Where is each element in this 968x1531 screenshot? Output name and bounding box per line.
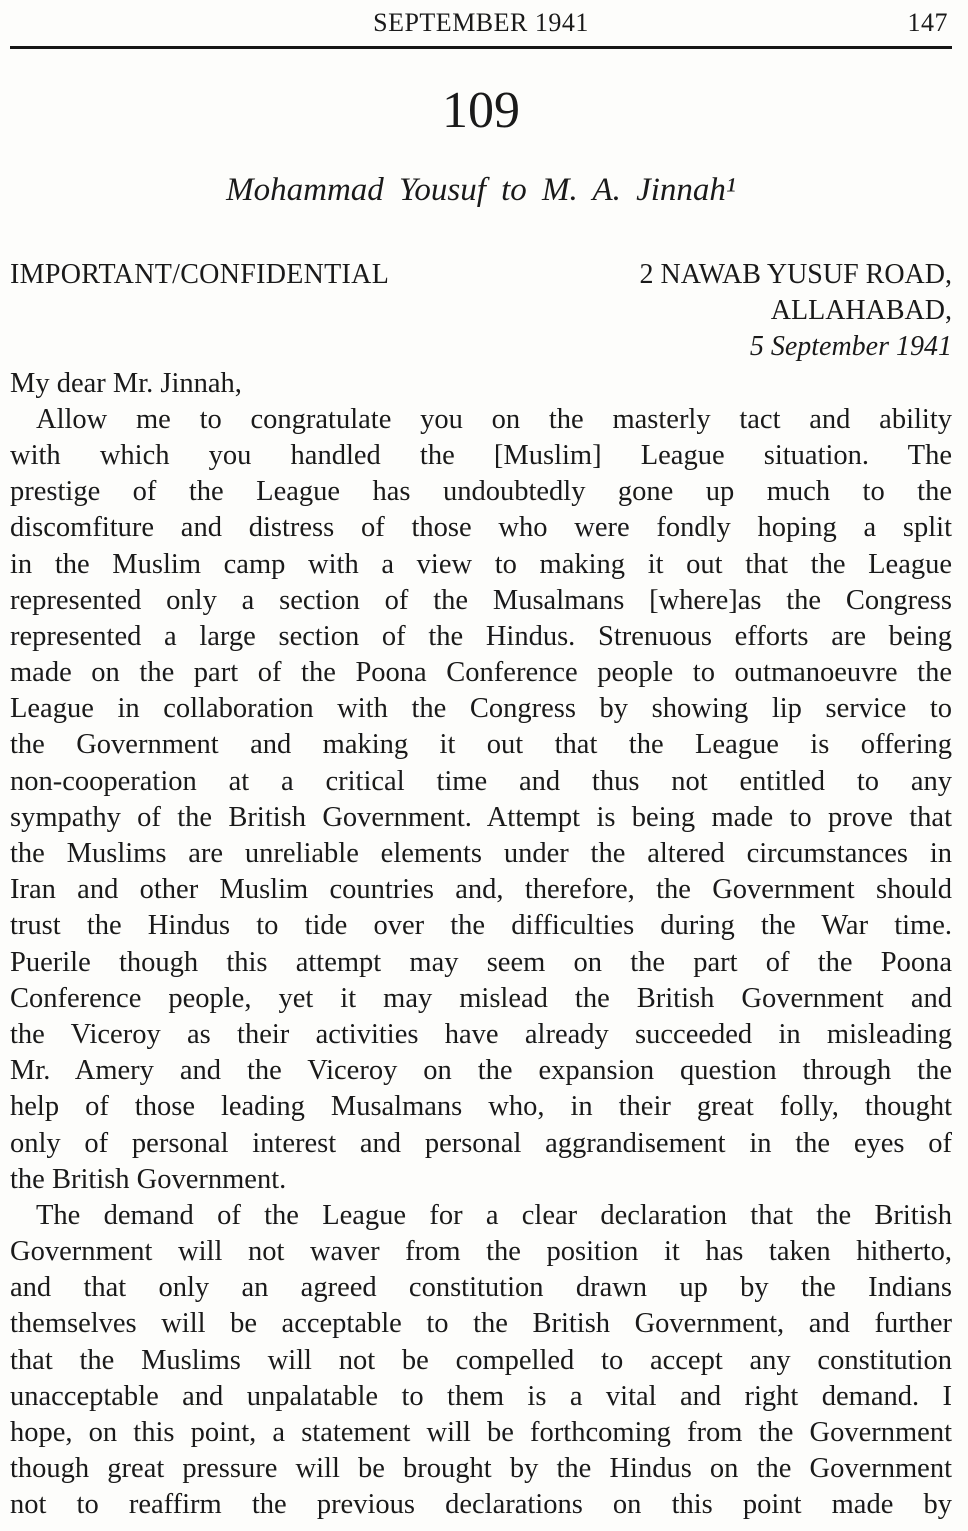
letter-line: Allow me to congratulate you on the masterly tact and ability <box>36 403 952 435</box>
letter-line: hope, on this point, a statement will be forthcoming from the Government <box>10 1417 952 1449</box>
letter-line: not to reaffirm the previous declarations on this point made by <box>10 1489 952 1521</box>
letter-line: though great pressure will be brought by the Hindus on the Government <box>10 1453 952 1485</box>
letter-line: only of personal interest and personal aggrandisement in the eyes of <box>10 1127 952 1159</box>
document-title: Mohammad Yousuf to M. A. Jinnah¹ <box>226 172 736 208</box>
letter-line: Puerile though this attempt may seem on the part of the Poona <box>10 946 952 978</box>
letter-line: the British Government. <box>10 1163 287 1195</box>
page-header <box>10 8 952 49</box>
address-line: ALLAHABAD, <box>770 295 952 327</box>
letter-body <box>10 366 952 1524</box>
letter-line: Iran and other Muslim countries and, therefore, the Government should <box>10 874 952 906</box>
letter-line: League in collaboration with the Congress by showing lip service to <box>10 693 952 725</box>
header-rule <box>10 46 952 49</box>
document-number: 109 <box>442 82 520 139</box>
letter-line: help of those leading Musalmans who, in their great folly, thought <box>10 1091 952 1123</box>
letter-line: non-cooperation at a critical time and thus not entitled to any <box>10 765 952 797</box>
letter-date: 5 September 1941 <box>749 331 952 363</box>
letter-line: represented only a section of the Musalmans [where]as the Congress <box>10 584 952 616</box>
letter-line: the Government and making it out that the League is offering <box>10 729 952 761</box>
letter-line: Conference people, yet it may mislead the British Government and <box>10 982 952 1014</box>
letter-line: Government will not waver from the position it has taken hitherto, <box>10 1236 952 1268</box>
running-header-title: SEPTEMBER 1941 <box>373 8 589 37</box>
letter-meta <box>10 257 952 366</box>
classification-label: IMPORTANT/CONFIDENTIAL <box>10 259 390 290</box>
letter-line: discomfiture and distress of those who were fondly hoping a split <box>10 512 952 544</box>
letter-line: made on the part of the Poona Conference people to outmanoeuvre the <box>10 657 952 689</box>
letter-line: with which you handled the [Muslim] League situation. The <box>10 439 952 471</box>
letter-line: The demand of the League for a clear declaration that the British <box>36 1199 952 1231</box>
running-header <box>10 8 952 38</box>
letter-line: sympathy of the British Government. Attempt is being made to prove that <box>10 801 952 833</box>
letter-line: the Muslims are unreliable elements under the altered circumstances in <box>10 838 952 870</box>
salutation: My dear Mr. Jinnah, <box>10 367 242 399</box>
letter-line: trust the Hindus to tide over the difficulties during the War time. <box>10 910 952 942</box>
page-number: 147 <box>907 8 948 37</box>
letter-line: in the Muslim camp with a view to making it out that the League <box>10 548 952 580</box>
letter-line: represented a large section of the Hindus. Strenuous efforts are being <box>10 620 952 652</box>
letter-line: the Viceroy as their activities have already succeeded in misleading <box>10 1018 952 1050</box>
letter-line: themselves will be acceptable to the British Government, and further <box>10 1308 952 1340</box>
letter-line: unacceptable and unpalatable to them is a vital and right demand. I <box>10 1380 952 1412</box>
letter-line: prestige of the League has undoubtedly gone up much to the <box>10 476 952 508</box>
letter-line: that the Muslims will not be compelled to accept any constitution <box>10 1344 952 1376</box>
address-line: 2 NAWAB YUSUF ROAD, <box>639 259 952 290</box>
letter-line: and that only an agreed constitution drawn up by the Indians <box>10 1272 952 1304</box>
letter-line: Mr. Amery and the Viceroy on the expansion question through the <box>10 1055 952 1087</box>
